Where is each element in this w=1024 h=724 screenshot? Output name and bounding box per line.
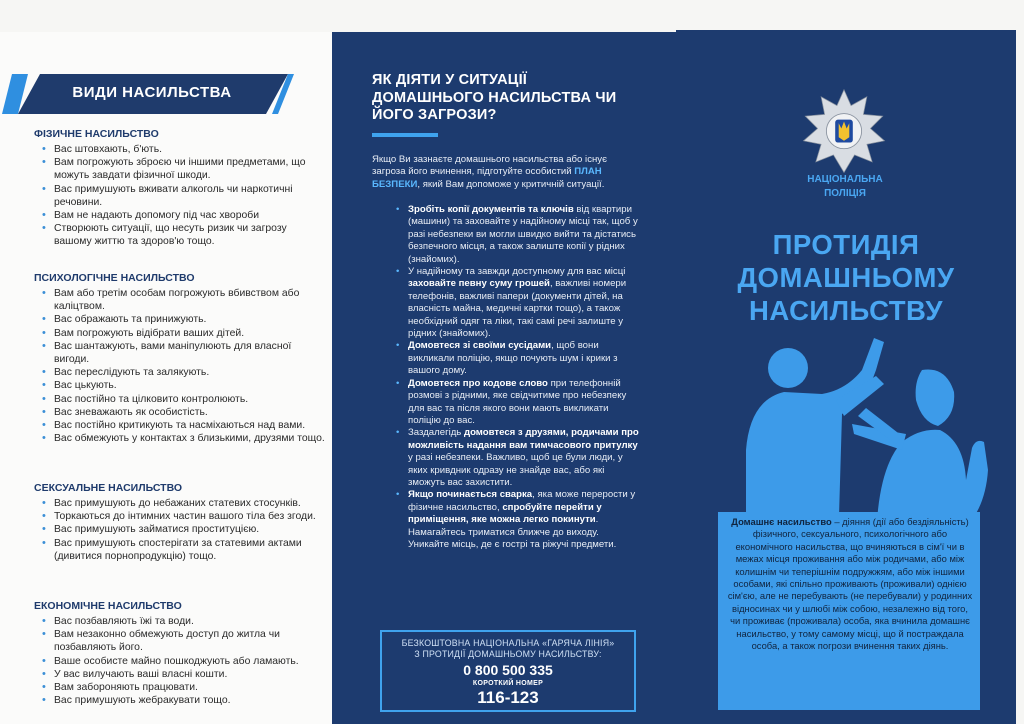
definition-term: Домашнє насильство [731, 516, 832, 527]
list-item: • Вас примушують до небажаних статевих стосунків. [34, 497, 326, 510]
police-star-icon [800, 88, 888, 176]
step-bold: Домовтеся зі своїми сусідами [408, 340, 552, 352]
list-item: • Вас примушують спостерігати за статевими актами (дивитися порнопродукцію) тощо. [34, 537, 326, 563]
list-item: • Вас ображають та принижують. [34, 313, 326, 326]
list-item: • Вас обмежують у контактах з близькими, друзями тощо. [34, 432, 326, 445]
step-bold: домовтеся з друзями, родичами про можливість надання вам тимчасового притулку [408, 427, 639, 451]
list-item: • Вас примушують жебракувати тощо. [34, 694, 326, 707]
brochure-title [696, 228, 996, 327]
mid-title: ЯК ДІЯТИ У СИТУАЦІЇ ДОМАШНЬОГО НАСИЛЬСТВА ЧИ ЙОГО ЗАГРОЗИ? [372, 72, 617, 123]
list-item: • Вам погрожують зброєю чи іншими предметами, що можуть завдати фізичної шкоди. [34, 156, 326, 182]
section-physical [34, 128, 326, 249]
list-item: • У вас вилучають ваші власні кошти. [34, 668, 326, 681]
list-item: • Вам не надають допомогу під час хвороби [34, 209, 326, 222]
safety-plan-intro [372, 154, 642, 191]
step-text: , щоб вони викликали поліцію, якщо почують шум і крики з вашого дому. [408, 340, 618, 377]
list-item: • Вам погрожують відібрати ваших дітей. [34, 327, 326, 340]
definition-body: – діяння (дії або бездіяльність) фізичного, сексуального, психологічного або економічного насильства, що вчиняються в сім'ї чи в межах місця проживання або між родичами, або між колишнім чи теперішнім подружжям, або між іншими особами, які спільно проживають (проживали) однією сім'єю, але не перебувають (не перебували) у родинних відносинах чи у шлюбі між собою, незалежно від того, чи проживає (проживала) особа, яка вчинила домашнє насильство, у тому самому місці, що й постраждала особа, а також погрози вчинення таких діянь. [727, 516, 973, 652]
org-line-1: НАЦІОНАЛЬНА [807, 174, 883, 185]
step-pre: Заздалегідь [408, 427, 464, 439]
list-item: • Вас шантажують, вами маніпулюють для власної вигоди. [34, 340, 326, 366]
list-item: • Вас постійно та цілковито контролюють. [34, 393, 326, 406]
title-underline [372, 133, 438, 137]
step-text: , яка може перерости у фізичне насильство, [408, 489, 636, 513]
section-psychological [34, 272, 326, 445]
list-item: • Вам незаконно обмежують доступ до житла чи позбавляють його. [34, 628, 326, 654]
step-bold: Зробіть копії документів та ключів [408, 204, 574, 215]
list-item: • Вас зневажають як особистість. [34, 406, 326, 419]
left-panel [0, 32, 332, 724]
hotline-label-1: БЕЗКОШТОВНА НАЦІОНАЛЬНА «ГАРЯЧА ЛІНІЯ» [401, 638, 615, 648]
safety-step [378, 340, 640, 377]
list-item: • Вам або третім особам погрожують вбивством або каліцтвом. [34, 287, 326, 313]
org-name [780, 173, 910, 201]
list-item: • Торкаються до інтимних частин вашого тіла без згоди. [34, 510, 326, 523]
short-number: 116-123 [477, 688, 539, 707]
intro-text: Якщо Ви зазнаєте домашнього насильства або існує загроза його вчинення, підготуйте особистий [372, 154, 607, 178]
org-line-2: ПОЛІЦІЯ [824, 188, 866, 199]
hotline-box [380, 630, 636, 712]
list-item: • Вас постійно критикують та насміхаються над вами. [34, 419, 326, 432]
step-text: при телефонній розмові з рідними, яке свідчитиме про небезпеку для вас та після якого вони мають викликати поліцію до вас. [408, 377, 627, 426]
step-pre: У надійному та завжди доступному для вас місці [408, 266, 626, 278]
step-text-2: . Намагайтесь триматися ближче до виходу. Уникайте місць, де є гострі та ріжучі предмети. [408, 514, 617, 550]
list-item: • Вас штовхають, б'ють. [34, 143, 326, 156]
safety-plan-highlight: ПЛАН БЕЗПЕКИ [372, 166, 602, 190]
intro-text-end: , який Вам допоможе у критичній ситуації. [417, 178, 605, 190]
list-item: • Вас переслідують та залякують. [34, 366, 326, 379]
step-bold: Якщо починається сварка [408, 489, 533, 501]
safety-step [378, 378, 640, 428]
hotline-label-2: З ПРОТИДІЇ ДОМАШНЬОМУ НАСИЛЬСТВУ: [414, 649, 602, 659]
list-item: • Вам забороняють працювати. [34, 681, 326, 694]
list-item: • Ваше особисте майно пошкоджують або ламають. [34, 655, 326, 668]
section-heading: ПСИХОЛОГІЧНЕ НАСИЛЬСТВО [34, 272, 195, 284]
list-item: • Вас позбавляють їжі та води. [34, 615, 326, 628]
right-panel [676, 30, 1016, 724]
title-line-2: ДОМАШНЬОМУ [737, 262, 955, 293]
hotline-number: 0 800 500 335 [463, 662, 553, 678]
step-bold: Домовтеся про кодове слово [408, 377, 548, 389]
middle-panel [332, 32, 676, 724]
list-item: • Створюють ситуації, що несуть ризик чи загрозу вашому життю та здоров'ю тощо. [34, 222, 326, 248]
list-item: • Вас примушують займатися проституцією. [34, 523, 326, 536]
short-number-label: КОРОТКИЙ НОМЕР [472, 680, 544, 687]
title-line-1: ПРОТИДІЯ [772, 229, 920, 260]
step-text: , важливі номери телефонів, важливі папери (документи дітей, на власність майна, медичні картки тощо), а також необхідний одяг та ліки, такі самі речі залиште у рідних (знайомих). [408, 278, 627, 340]
safety-step [378, 204, 640, 266]
list-item: • Вас примушують вживати алкоголь чи наркотичні речовини. [34, 183, 326, 209]
step-text: від квартири (машини) та заховайте у надійному місці так, щоб у разі небезпеки ви могли швидко вийти та дістатись безпечного місця, а також залиште копії у рідних (знайомих). [408, 204, 638, 265]
safety-steps [378, 204, 640, 551]
section-heading: ЕКОНОМІЧНЕ НАСИЛЬСТВО [34, 600, 182, 612]
title-line-3: НАСИЛЬСТВУ [749, 295, 943, 326]
section-sexual [34, 482, 326, 563]
section-economic [34, 600, 326, 707]
definition-text [726, 516, 974, 652]
safety-step [378, 266, 640, 340]
section-heading: ФІЗИЧНЕ НАСИЛЬСТВО [34, 128, 159, 140]
list-item: • Вас цькують. [34, 379, 326, 392]
step-bold-2: спробуйте перейти у приміщення, яке можна легко покинути [408, 501, 602, 526]
section-heading: СЕКСУАЛЬНЕ НАСИЛЬСТВО [34, 482, 183, 494]
safety-step [378, 489, 640, 551]
safety-step [378, 427, 640, 489]
step-text: у разі небезпеки. Важливо, щоб це були люди, у яких кривдник одразу не знайде вас, або які зможуть вас захистити. [408, 452, 623, 488]
banner-title: ВИДИ НАСИЛЬСТВА [72, 84, 232, 101]
step-bold: заховайте певну суму грошей [408, 278, 550, 290]
